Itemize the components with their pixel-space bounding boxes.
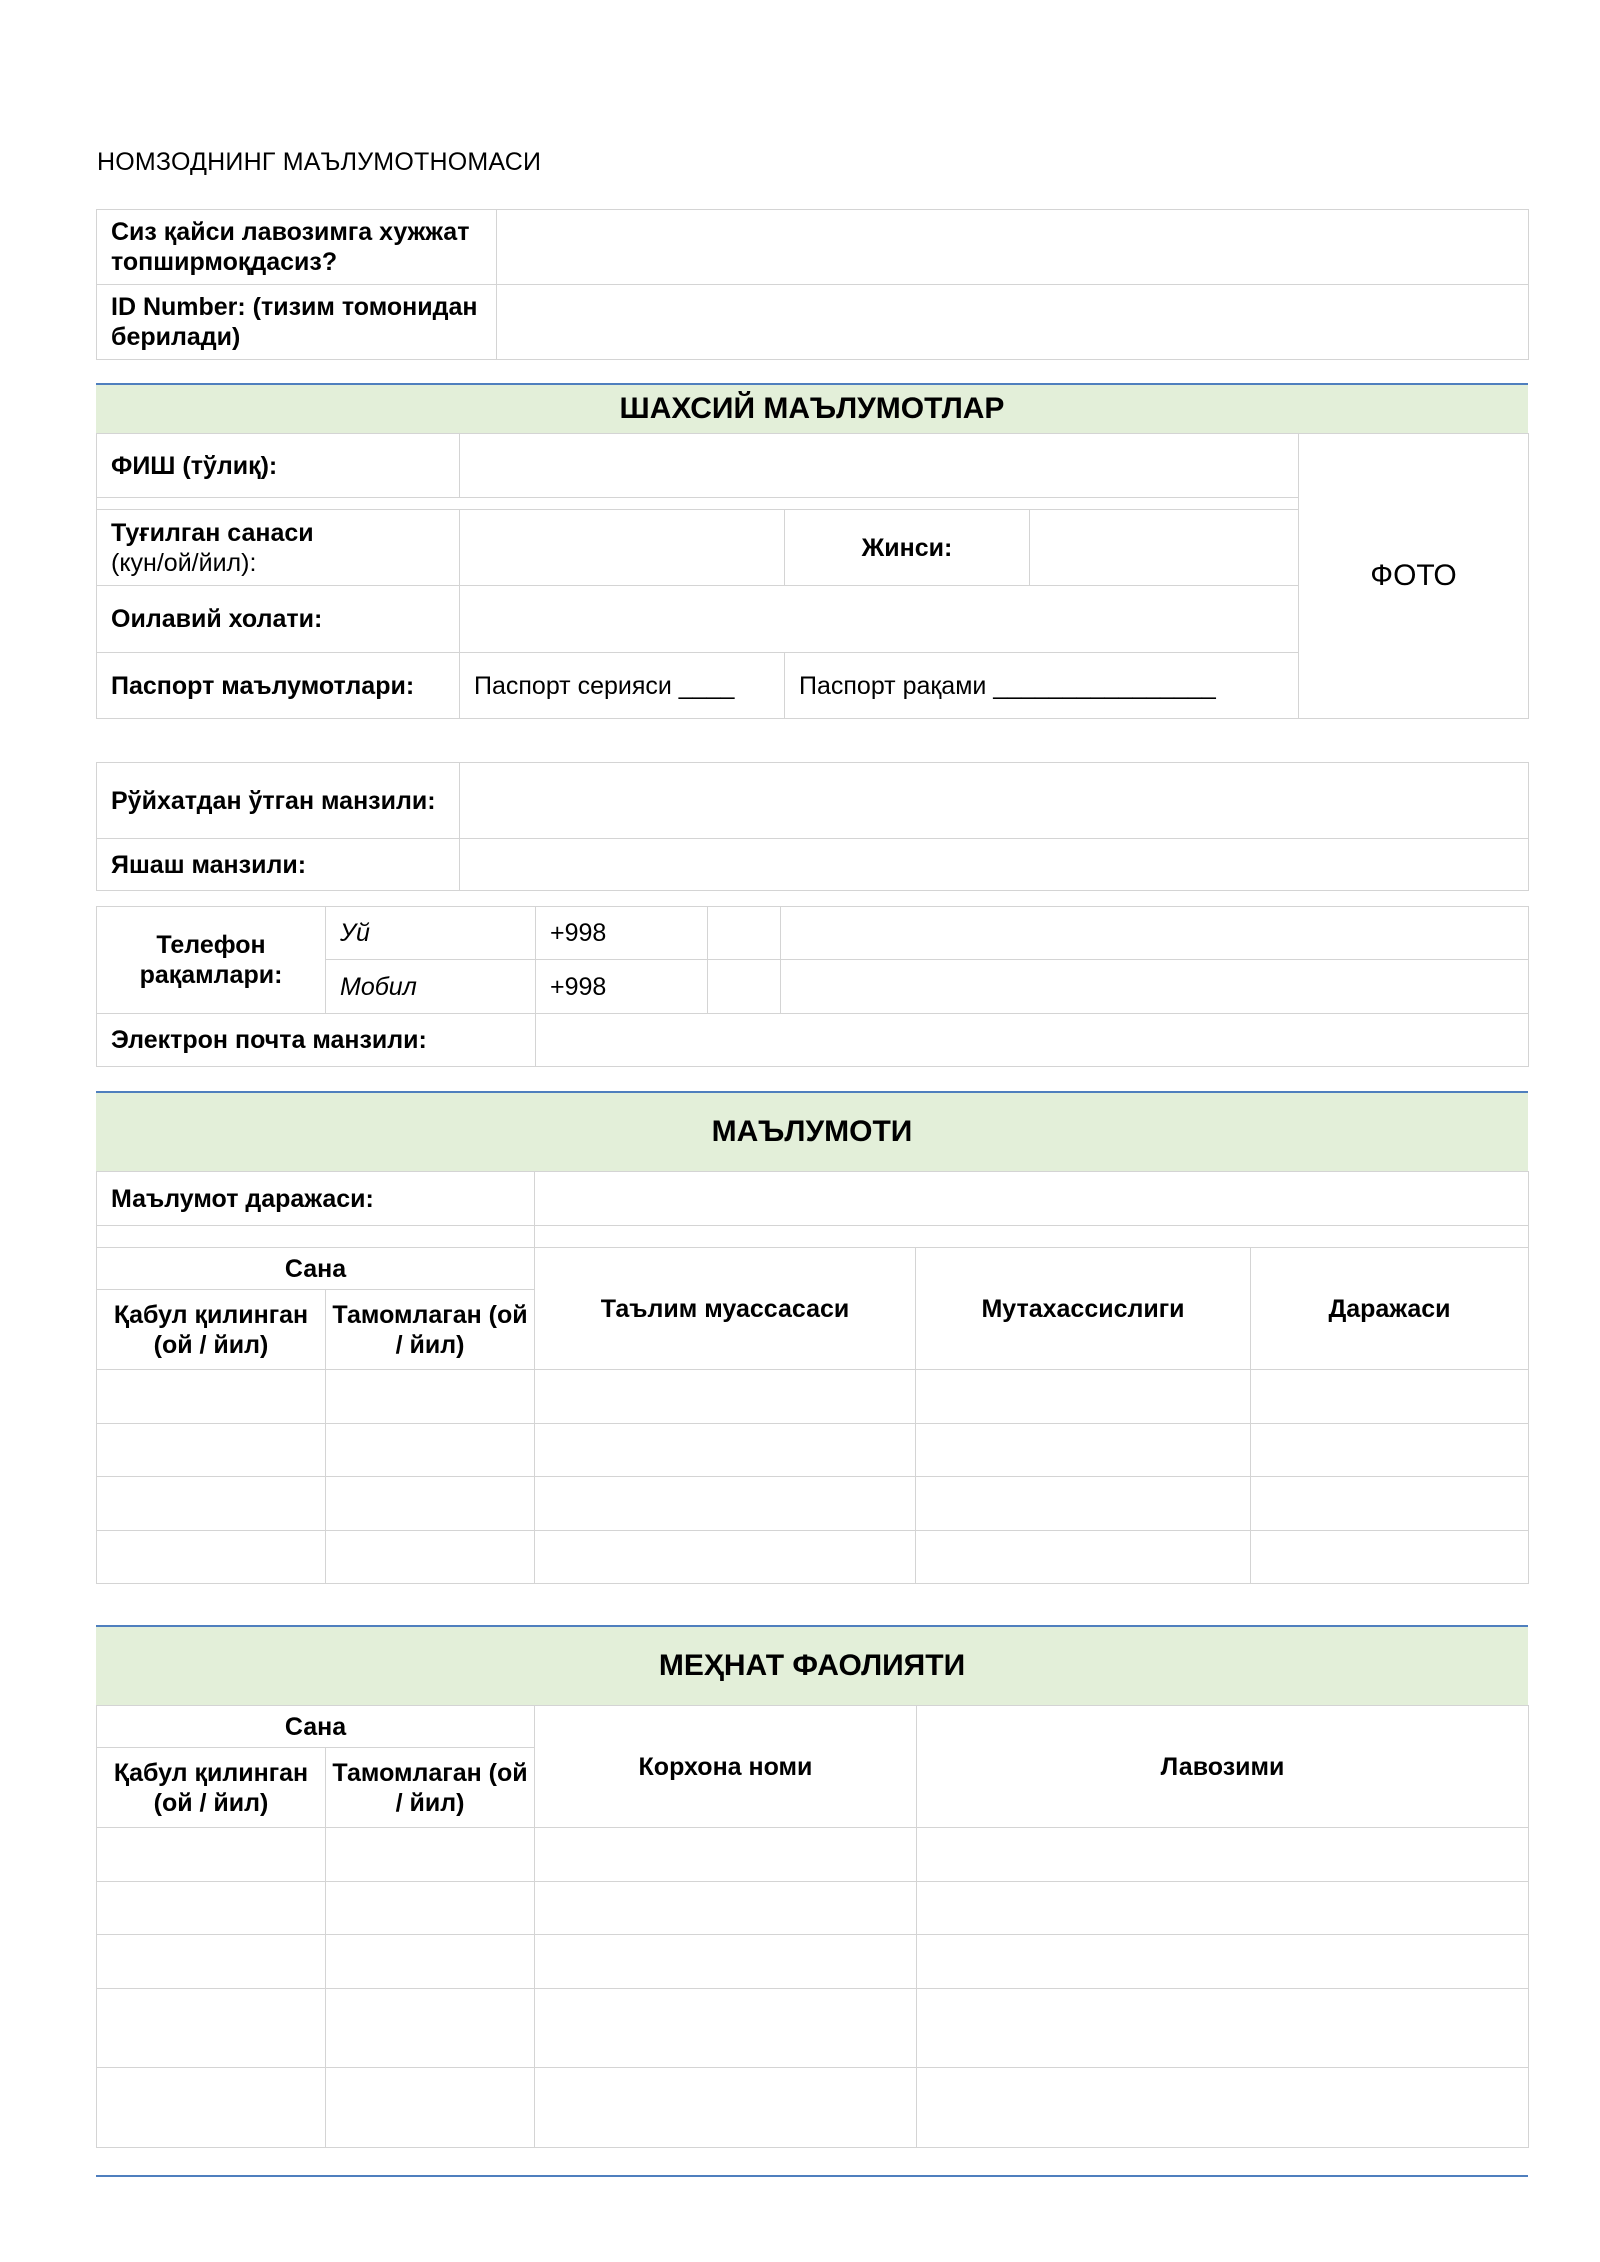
full-name-label: ФИШ (тўлиқ): <box>97 434 460 498</box>
phone-home-prefix: +998 <box>536 907 708 960</box>
work-start-cell[interactable] <box>97 1935 326 1989</box>
spacer-cell <box>535 1226 1529 1248</box>
marital-status-label: Оилавий холати: <box>97 586 460 653</box>
living-address-label: Яшаш манзили: <box>97 839 460 891</box>
spacer-row <box>97 498 1299 510</box>
spacer-cell <box>97 1226 535 1248</box>
phone-mobile-number-field[interactable] <box>781 960 1529 1014</box>
position-applied-label: Сиз қайси лавозимга хужжат топширмоқдасиз? <box>97 210 497 285</box>
work-position-cell[interactable] <box>917 1828 1529 1882</box>
work-position-cell[interactable] <box>917 1935 1529 1989</box>
email-field[interactable] <box>536 1014 1529 1067</box>
phone-mobile-prefix: +998 <box>536 960 708 1014</box>
table-row <box>97 1477 1529 1531</box>
table-row <box>97 2068 1529 2148</box>
passport-series-field[interactable]: Паспорт серияси ____ <box>460 653 785 719</box>
education-degree-cell[interactable] <box>1251 1424 1529 1477</box>
work-start-cell[interactable] <box>97 1828 326 1882</box>
work-company-cell[interactable] <box>535 1935 917 1989</box>
phone-home-label: Уй <box>326 907 536 960</box>
id-number-field[interactable] <box>497 285 1529 360</box>
education-specialty-cell[interactable] <box>916 1477 1251 1531</box>
education-start-cell[interactable] <box>97 1531 326 1584</box>
birth-date-hint: (кун/ой/йил): <box>111 548 257 577</box>
education-end-cell[interactable] <box>326 1531 535 1584</box>
id-number-label: ID Number: (тизим томонидан берилади) <box>97 285 497 360</box>
birth-date-label <box>97 510 460 586</box>
gender-field[interactable] <box>1030 510 1299 586</box>
work-position-header: Лавозими <box>917 1706 1529 1828</box>
contacts-table <box>96 906 1529 1067</box>
education-specialty-cell[interactable] <box>916 1370 1251 1424</box>
phone-home-number-field[interactable] <box>781 907 1529 960</box>
work-end-cell[interactable] <box>326 1882 535 1935</box>
education-start-cell[interactable] <box>97 1424 326 1477</box>
position-applied-field[interactable] <box>497 210 1529 285</box>
work-position-cell[interactable] <box>917 1989 1529 2068</box>
education-institution-cell[interactable] <box>535 1531 916 1584</box>
work-end-cell[interactable] <box>326 1828 535 1882</box>
passport-number-field[interactable]: Паспорт рақами ________________ <box>785 653 1299 719</box>
education-history-table <box>96 1247 1529 1584</box>
education-degree-cell[interactable] <box>1251 1477 1529 1531</box>
living-address-field[interactable] <box>460 839 1529 891</box>
birth-date-label-text: Туғилган санаси <box>111 518 314 547</box>
photo-placeholder[interactable]: ФОТО <box>1299 434 1529 719</box>
education-degree-header: Даражаси <box>1251 1248 1529 1370</box>
education-specialty-cell[interactable] <box>916 1531 1251 1584</box>
table-row <box>97 1935 1529 1989</box>
phone-mobile-code-field[interactable] <box>708 960 781 1014</box>
education-date-header: Сана <box>97 1248 535 1290</box>
work-company-cell[interactable] <box>535 1989 917 2068</box>
work-position-cell[interactable] <box>917 2068 1529 2148</box>
education-end-header: Тамомлаган (ой / йил) <box>326 1290 535 1370</box>
document-title: НОМЗОДНИНГ МАЪЛУМОТНОМАСИ <box>97 148 542 176</box>
education-institution-cell[interactable] <box>535 1370 916 1424</box>
full-name-field[interactable] <box>460 434 1299 498</box>
work-end-cell[interactable] <box>326 2068 535 2148</box>
personal-section-heading: ШАХСИЙ МАЪЛУМОТЛАР <box>96 383 1528 433</box>
work-end-cell[interactable] <box>326 1935 535 1989</box>
birth-date-field[interactable] <box>460 510 785 586</box>
education-institution-header: Таълим муассасаси <box>535 1248 916 1370</box>
education-degree-cell[interactable] <box>1251 1370 1529 1424</box>
education-level-label: Маълумот даражаси: <box>97 1172 535 1226</box>
work-section-heading: МЕҲНАТ ФАОЛИЯТИ <box>96 1625 1528 1705</box>
work-position-cell[interactable] <box>917 1882 1529 1935</box>
registered-address-field[interactable] <box>460 763 1529 839</box>
education-start-header: Қабул қилинган (ой / йил) <box>97 1290 326 1370</box>
work-end-cell[interactable] <box>326 1989 535 2068</box>
work-history-table <box>96 1705 1529 2148</box>
passport-label: Паспорт маълумотлари: <box>97 653 460 719</box>
email-label: Электрон почта манзили: <box>97 1014 536 1067</box>
work-start-cell[interactable] <box>97 2068 326 2148</box>
work-start-header: Қабул қилинган (ой / йил) <box>97 1748 326 1828</box>
work-start-cell[interactable] <box>97 1989 326 2068</box>
work-company-header: Корхона номи <box>535 1706 917 1828</box>
table-row <box>97 1370 1529 1424</box>
work-date-header: Сана <box>97 1706 535 1748</box>
registered-address-label: Рўйхатдан ўтган манзили: <box>97 763 460 839</box>
personal-table <box>96 433 1529 719</box>
application-table <box>96 209 1529 360</box>
bottom-divider <box>96 2175 1528 2177</box>
education-specialty-cell[interactable] <box>916 1424 1251 1477</box>
education-institution-cell[interactable] <box>535 1477 916 1531</box>
work-start-cell[interactable] <box>97 1882 326 1935</box>
table-row <box>97 1989 1529 2068</box>
table-row <box>97 1424 1529 1477</box>
table-row <box>97 1828 1529 1882</box>
education-end-cell[interactable] <box>326 1370 535 1424</box>
work-company-cell[interactable] <box>535 1882 917 1935</box>
gender-label: Жинси: <box>785 510 1030 586</box>
phone-mobile-label: Мобил <box>326 960 536 1014</box>
education-specialty-header: Мутахассислиги <box>916 1248 1251 1370</box>
education-degree-cell[interactable] <box>1251 1531 1529 1584</box>
work-company-cell[interactable] <box>535 2068 917 2148</box>
education-level-field[interactable] <box>535 1172 1529 1226</box>
education-end-cell[interactable] <box>326 1424 535 1477</box>
work-company-cell[interactable] <box>535 1828 917 1882</box>
education-start-cell[interactable] <box>97 1477 326 1531</box>
education-institution-cell[interactable] <box>535 1424 916 1477</box>
table-row <box>97 1882 1529 1935</box>
education-start-cell[interactable] <box>97 1370 326 1424</box>
work-end-header: Тамомлаган (ой / йил) <box>326 1748 535 1828</box>
education-end-cell[interactable] <box>326 1477 535 1531</box>
phone-label: Телефон рақамлари: <box>97 907 326 1014</box>
phone-home-code-field[interactable] <box>708 907 781 960</box>
education-level-table <box>96 1171 1529 1248</box>
marital-status-field[interactable] <box>460 586 1299 653</box>
address-table <box>96 762 1529 891</box>
table-row <box>97 1531 1529 1584</box>
education-section-heading: МАЪЛУМОТИ <box>96 1091 1528 1171</box>
